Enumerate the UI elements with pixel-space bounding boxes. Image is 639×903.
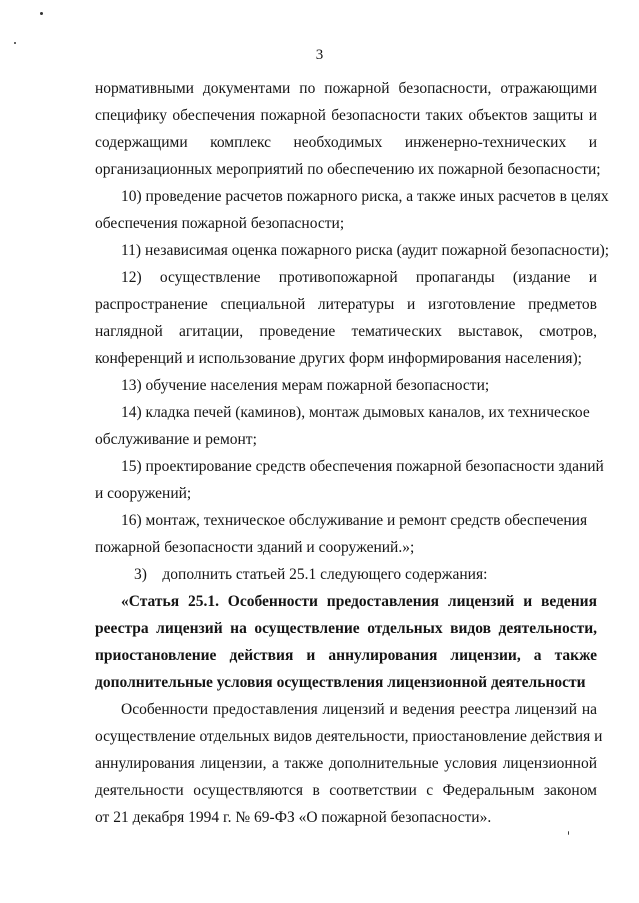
list-item-10: 10) проведение расчетов пожарного риска, а также иных расчетов в целях [121, 188, 609, 205]
article-heading: реестра лицензий на осуществление отдельных видов деятельности, [95, 620, 597, 637]
article-heading: «Статья 25.1. Особенности предоставления лицензий и ведения [121, 593, 597, 610]
list-item-12: 12) осуществление противопожарной пропаганды (издание и [121, 269, 597, 286]
text-line: специфику обеспечения пожарной безопасности таких объектов защиты и [95, 107, 597, 124]
text-line: организационных мероприятий по обеспечению их пожарной безопасности; [95, 161, 601, 178]
text-line: распространение специальной литературы и изготовление предметов [95, 296, 597, 313]
list-item-13: 13) обучение населения мерам пожарной безопасности; [121, 377, 490, 394]
article-body: деятельности осуществляются в соответствии с Федеральным законом [95, 782, 597, 799]
article-body: осуществление отдельных видов деятельности, приостановление действия и [95, 728, 603, 745]
list-item-14: 14) кладка печей (каминов), монтаж дымовых каналов, их техническое [121, 404, 590, 421]
article-heading: приостановление действия и аннулирования лицензии, а также [95, 647, 597, 664]
scan-speck [568, 831, 569, 835]
text-line: обслуживание и ремонт; [95, 431, 257, 448]
list-item-11: 11) независимая оценка пожарного риска (аудит пожарной безопасности); [121, 242, 610, 259]
text-line: нормативными документами по пожарной безопасности, отражающими [95, 80, 597, 97]
article-body: Особенности предоставления лицензий и ведения реестра лицензий на [121, 701, 597, 718]
list-item-16: 16) монтаж, техническое обслуживание и ремонт средств обеспечения [121, 512, 588, 529]
text-line: пожарной безопасности зданий и сооружений.»; [95, 539, 415, 556]
text-line: обеспечения пожарной безопасности; [95, 215, 345, 232]
text-line: и сооружений; [95, 485, 192, 502]
scan-speck [14, 42, 16, 44]
text-line: содержащими комплекс необходимых инженерно-технических и [95, 134, 597, 151]
list-item-15: 15) проектирование средств обеспечения пожарной безопасности зданий [121, 458, 604, 475]
text-line: конференций и использование других форм информирования населения); [95, 350, 582, 367]
page-number: 3 [315, 47, 324, 63]
text-line: наглядной агитации, проведение тематических выставок, смотров, [95, 323, 597, 340]
article-body: аннулирования лицензии, а также дополнительные условия лицензионной [95, 755, 597, 772]
article-heading: дополнительные условия осуществления лицензионной деятельности [95, 674, 586, 691]
scan-speck [40, 12, 43, 15]
amendment-item-3: 3) дополнить статьей 25.1 следующего содержания: [134, 566, 488, 583]
article-body: от 21 декабря 1994 г. № 69-ФЗ «О пожарной безопасности». [95, 809, 492, 826]
